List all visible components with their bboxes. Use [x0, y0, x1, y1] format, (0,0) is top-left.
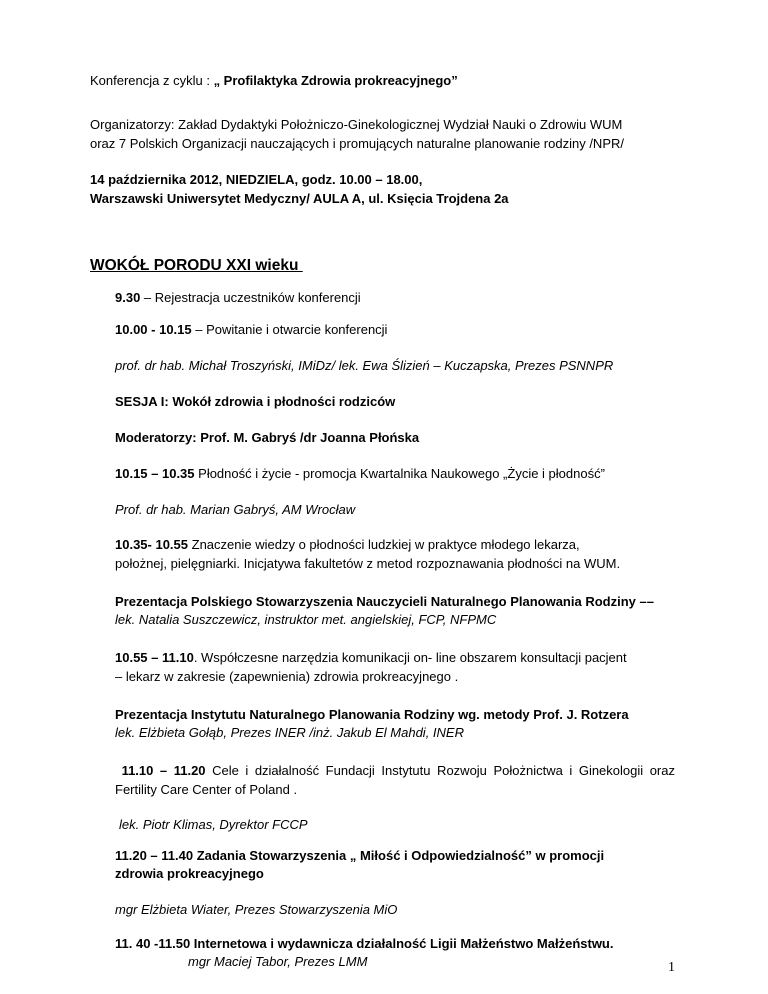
- talk-5-title-1: 11.20 – 11.40 Zadania Stowarzyszenia „ Miłość i Odpowiedzialność” w promocji: [115, 848, 605, 863]
- talk-2-title-1: Znaczenie wiedzy o płodności ludzkiej w praktyce młodego lekarza,: [188, 537, 580, 552]
- talk-2-time: 10.35- 10.55: [115, 537, 189, 552]
- talk-5-title-2: zdrowia prokreacyjnego: [115, 866, 264, 881]
- talk-3-time: 10.55 – 11.10: [115, 650, 194, 665]
- talk-4-speaker: lek. Piotr Klimas, Dyrektor FCCP: [119, 817, 308, 832]
- conference-prefix: Konferencja z cyklu :: [90, 73, 214, 88]
- talk-1-speaker: Prof. dr hab. Marian Gabryś, AM Wrocław: [115, 502, 356, 517]
- talk-1: [115, 466, 605, 482]
- talk-2-title-2: położnej, pielęgniarki. Inicjatywa fakultetów z metod rozpoznawania płodności na WUM.: [115, 556, 621, 571]
- talk-1-title: Płodność i życie - promocja Kwartalnika Naukowego „Życie i płodność”: [194, 466, 605, 481]
- opening-text: – Powitanie i otwarcie konferencji: [191, 322, 388, 337]
- talk-2: [115, 537, 580, 553]
- registration-time: 9.30: [115, 290, 141, 305]
- registration-text: – Rejestracja uczestników konferencji: [140, 290, 361, 305]
- session-heading: SESJA I: Wokół zdrowia i płodności rodziców: [115, 394, 396, 409]
- presentation-1-title: Prezentacja Polskiego Stowarzyszenia Nauczycieli Naturalnego Planowania Rodziny ––: [115, 594, 654, 609]
- presentation-1-speaker: lek. Natalia Suszczewicz, instruktor met. angielskiej, FCP, NFPMC: [115, 612, 497, 627]
- page-number: 1: [668, 960, 675, 975]
- talk-3-title-1: . Współczesne narzędzia komunikacji on- line obszarem konsultacji pacjent: [193, 650, 627, 665]
- presentation-2-title: Prezentacja Instytutu Naturalnego Planowania Rodziny wg. metody Prof. J. Rotzera: [115, 707, 629, 722]
- talk-4-time: 11.10 – 11.20: [121, 763, 206, 778]
- organizers-line-2: oraz 7 Polskich Organizacji nauczających i promujących naturalne planowanie rodziny /NPR/: [90, 136, 624, 151]
- moderators-line: Moderatorzy: Prof. M. Gabryś /dr Joanna Płońska: [115, 430, 420, 445]
- talk-6-title: 11. 40 -11.50 Internetowa i wydawnicza działalność Ligii Małżeństwo Małżeństwu.: [115, 936, 614, 951]
- talk-4-title: Cele i działalność Fundacji Instytutu Rozwoju Położnictwa i Ginekologii oraz Fertility Care Center of Poland .: [115, 763, 675, 797]
- registration-item: [115, 290, 361, 306]
- organizers-line-1: Organizatorzy: Zakład Dydaktyki Położniczo-Ginekologicznej Wydział Nauki o Zdrowiu WUM: [90, 117, 623, 132]
- opening-speakers: prof. dr hab. Michał Troszyński, IMiDz/ lek. Ewa Ślizień – Kuczapska, Prezes PSNNPR: [115, 358, 614, 373]
- date-line: 14 października 2012, NIEDZIELA, godz. 10.00 – 18.00,: [90, 172, 423, 187]
- talk-3: [115, 650, 627, 666]
- talk-3-title-2: – lekarz w zakresie (zapewnienia) zdrowia prokreacyjnego .: [115, 669, 459, 684]
- presentation-2-speaker: lek. Elżbieta Gołąb, Prezes INER /inż. Jakub El Mahdi, INER: [115, 725, 464, 740]
- talk-6-speaker: mgr Maciej Tabor, Prezes LMM: [188, 954, 368, 969]
- opening-time: 10.00 - 10.15: [115, 322, 192, 337]
- page-title: WOKÓŁ PORODU XXI wieku: [90, 257, 303, 274]
- opening-item: [115, 322, 387, 338]
- conference-heading: [90, 73, 458, 89]
- conference-title: „ Profilaktyka Zdrowia prokreacyjnego”: [213, 73, 458, 88]
- venue-line: Warszawski Uniwersytet Medyczny/ AULA A, ul. Księcia Trojdena 2a: [90, 191, 509, 206]
- talk-4: [115, 761, 675, 799]
- talk-5-speaker: mgr Elżbieta Wiater, Prezes Stowarzyszenia MiO: [115, 902, 398, 917]
- talk-1-time: 10.15 – 10.35: [115, 466, 195, 481]
